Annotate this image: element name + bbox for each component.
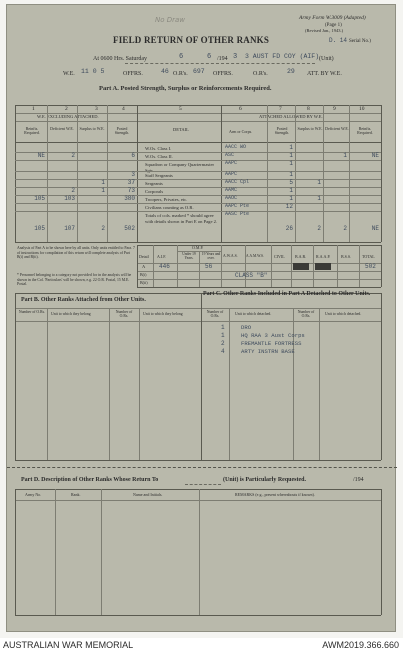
perforation-line: [7, 467, 397, 468]
row-cell-c10: NE: [371, 152, 379, 159]
archive-reference: AWM2019.366.660: [322, 640, 399, 650]
col-number: 3: [95, 106, 98, 112]
col-rule: [319, 308, 320, 460]
part-c-number: 1: [221, 332, 225, 339]
part-d-date: /194: [353, 477, 364, 483]
class-note: CLASS "B": [235, 272, 268, 279]
analysis-note: Analysis of Part A to be shown here by all units. Only units entitled to Para. 7 of instructions for compilation of this return will complete analysis of Part B(i) and B(ii).: [17, 246, 135, 260]
ors-value-a: 46: [161, 68, 169, 75]
row-detail: Sergeants: [145, 181, 163, 186]
part-d-header: Army No.: [25, 492, 42, 497]
row-arm-corps: AAPC: [225, 171, 238, 177]
row-arm-corps: ASC: [225, 152, 235, 158]
analysis-header: R.A.A.P.: [316, 254, 331, 259]
section-rule: [15, 615, 381, 616]
row-arm-corps: AASC Pte: [225, 211, 250, 217]
analysis-row-label: B(i): [140, 272, 147, 277]
row-detail: Troopers, Privates, etc.: [145, 197, 188, 202]
row-rule: [15, 179, 381, 180]
row-cell-c2: 2: [71, 152, 75, 159]
col-rule: [381, 293, 382, 460]
row-cell-c7: 1: [289, 152, 293, 159]
we-group-header: W.E. EXCLUDING ATTACHED.: [37, 114, 99, 119]
we-value: 11 0 5: [81, 68, 105, 75]
part-c-header: Unit to which detached.: [325, 312, 362, 316]
analysis-col-rule: [359, 245, 360, 287]
part-c-header: Number of O.Rs.: [297, 310, 315, 318]
col-rule: [381, 105, 382, 242]
row-cell-c9: 1: [343, 152, 347, 159]
col-header: Reinfts. Required.: [357, 126, 373, 135]
analysis-col-rule: [245, 245, 246, 287]
part-d-underline: [185, 484, 221, 485]
col-number: 10: [359, 106, 365, 112]
col-number: 6: [239, 106, 242, 112]
part-d-header: Rank.: [71, 492, 81, 497]
col-number: 2: [65, 106, 68, 112]
section-rule: [15, 500, 381, 501]
part-a-title: Part A. Posted Strength, Surplus or Reinforcements Required.: [99, 85, 272, 92]
row-cell-c7: 1: [289, 187, 293, 194]
row-arm-corps: AACC WO: [225, 144, 247, 150]
analysis-value: 502: [365, 263, 376, 270]
form-sheet: [6, 4, 396, 632]
row-cell-c1: 105: [34, 225, 45, 232]
part-b-header: Number of O.Rs.: [18, 310, 46, 314]
row-detail: Corporals: [145, 189, 164, 194]
col-rule: [221, 105, 222, 242]
analysis-col-rule: [271, 245, 272, 287]
col-header: DETAIL: [173, 127, 189, 132]
part-c-header: Number of O.Rs.: [206, 310, 224, 318]
col-rule: [107, 105, 108, 242]
row-cell-c7: 1: [289, 144, 293, 151]
row-cell-c8: 2: [317, 225, 321, 232]
section-rule: [15, 460, 381, 461]
table-rule: [15, 121, 381, 122]
row-cell-c7: 5: [289, 179, 293, 186]
analysis-col-rule: [337, 245, 338, 287]
row-arm-corps: AACC Cpl: [225, 179, 250, 185]
col-rule: [101, 489, 102, 615]
row-rule: [15, 160, 381, 161]
time-label: At 0600 Hrs. Saturday: [93, 56, 147, 62]
col-number: 9: [333, 106, 336, 112]
table-bottom-rule: [15, 242, 381, 243]
analysis-value: 446: [159, 263, 170, 270]
day-value: 6: [179, 53, 184, 61]
part-b-header: Number of O.Rs.: [115, 310, 133, 318]
col-rule: [267, 105, 268, 242]
analysis-footnote: * Personnel belonging to a category not provided for in the analysis will be shown in the Col. 'Particulars' will be shown, e.g. 22 O.R. Postal, 15 M.E. Postal.: [17, 273, 132, 287]
col-rule: [15, 489, 16, 615]
offrs-label: OFFRS.: [123, 71, 143, 77]
row-cell-c2: 107: [64, 225, 75, 232]
row-cell-c3: 1: [101, 179, 105, 186]
part-c-unit: HQ RAA 3 Aust Corps: [241, 332, 305, 339]
serial-value: D. 14: [329, 37, 348, 44]
col-header: Posted Strength.: [114, 126, 130, 135]
col-number: 8: [307, 106, 310, 112]
analysis-rule: [137, 279, 381, 280]
part-d-header: Name and Initials.: [133, 492, 163, 497]
part-b-title: Part B. Other Ranks Attached from Other Units.: [21, 297, 146, 303]
ors-label-b: O.R's.: [253, 71, 268, 77]
row-cell-c2: 2: [71, 187, 75, 194]
col-rule: [77, 105, 78, 242]
month-value: 6: [207, 53, 212, 61]
analysis-col-rule: [381, 245, 382, 287]
col-header: Reinfts. Required.: [24, 126, 40, 135]
analysis-rule: [137, 287, 381, 288]
row-rule: [15, 171, 381, 172]
col-rule: [55, 489, 56, 615]
analysis-col-rule: [221, 245, 222, 287]
archive-footer: [0, 638, 403, 653]
year-prefix: /194: [217, 56, 228, 62]
row-cell-c7: 26: [285, 225, 293, 232]
section-rule: [15, 321, 381, 322]
unit-label: (Unit): [319, 56, 334, 62]
analysis-header: A.I.F.: [157, 254, 167, 259]
analysis-row-label: A: [142, 264, 146, 269]
part-b-header: Unit to which they belong: [51, 312, 91, 316]
row-cell-c4: 502: [124, 225, 135, 232]
row-cell-c1: 105: [34, 195, 45, 202]
part-d-header: REMARKS (e.g., present whereabouts if known).: [235, 492, 315, 497]
offrs-value-2: 697: [193, 68, 205, 75]
redaction-block: [315, 263, 331, 270]
col-rule: [201, 293, 202, 460]
analysis-rule: [137, 263, 381, 264]
col-rule: [109, 308, 110, 460]
row-cell-c1: NE: [37, 152, 45, 159]
col-header: Deficient W.E.: [325, 126, 349, 131]
row-cell-c9: 2: [343, 225, 347, 232]
att-label: ATT. BY W.E.: [307, 71, 342, 77]
row-arm-corps: AAPC: [225, 160, 238, 166]
col-header: Deficient W.E.: [50, 126, 74, 131]
analysis-col-rule: [153, 245, 154, 287]
analysis-rule: [137, 245, 381, 246]
analysis-header: B.A.R.: [295, 254, 307, 259]
analysis-col-rule: [199, 251, 200, 287]
col-number: 7: [279, 106, 282, 112]
col-rule: [139, 308, 140, 460]
archive-name: AUSTRALIAN WAR MEMORIAL: [3, 640, 134, 650]
col-rule: [15, 105, 16, 242]
row-cell-c8: 1: [317, 195, 321, 202]
analysis-col-rule: [137, 245, 138, 287]
table-top-rule: [15, 105, 381, 106]
col-number: 4: [122, 106, 125, 112]
analysis-header: A.W.A.S.: [223, 254, 238, 258]
analysis-header: Under 19 Years.: [182, 252, 196, 260]
row-cell-c7: 12: [285, 203, 293, 210]
analysis-header: O.M.P.: [192, 245, 204, 250]
analysis-header: B.S.S.: [341, 254, 352, 259]
col-rule: [47, 105, 48, 242]
serial-label: Serial No.): [349, 39, 371, 44]
analysis-header: TOTAL: [362, 254, 375, 259]
part-c-unit: FREMANTLE FORTRESS: [241, 340, 302, 347]
row-detail: W.Os. Class II.: [145, 154, 173, 159]
pencil-annotation: No Draw: [155, 16, 186, 24]
row-rule: [15, 203, 381, 204]
row-cell-c7: 1: [289, 195, 293, 202]
row-detail: W.Os. Class I.: [145, 146, 172, 151]
col-header: Posted Strength.: [274, 126, 290, 135]
section-rule: [15, 308, 381, 309]
analysis-header: CIVIL: [274, 254, 285, 259]
row-detail: Civilians counting as O.R.: [145, 205, 194, 210]
col-rule: [15, 293, 16, 460]
row-detail: Totals of cols. marked * should agree with details shown in Part E on Page 2.: [145, 213, 218, 224]
col-rule: [199, 489, 200, 615]
unit-name: 3 AUST FD COY (AIF): [245, 53, 320, 60]
part-c-unit: DRO: [241, 324, 252, 331]
part-d-title: Part D. Description of Other Ranks Whose Return To: [21, 477, 159, 483]
analysis-header: A.A.M.W.S.: [246, 254, 264, 258]
row-arm-corps: AAPC Pte: [225, 203, 250, 209]
date-underline: [125, 63, 315, 64]
row-cell-c3: 1: [101, 187, 105, 194]
part-c-header: Unit to which detached.: [235, 312, 272, 316]
part-c-number: 4: [221, 348, 225, 355]
analysis-header: Detail: [139, 254, 149, 259]
analysis-col-rule: [291, 245, 292, 287]
col-rule: [295, 105, 296, 242]
row-cell-c10: NE: [371, 225, 379, 232]
row-arm-corps: AAOC: [225, 195, 238, 201]
part-d-title-suffix: (Unit) is Particularly Requested.: [223, 477, 306, 483]
col-rule: [293, 308, 294, 460]
row-detail: Squadron or Company Quartermaster Sgts.: [145, 162, 215, 173]
row-cell-c8: 1: [317, 179, 321, 186]
att-group-header: ATTACHED ALLOWED BY W.E.: [259, 114, 323, 119]
col-header: Arm or Corps.: [229, 129, 253, 134]
part-b-header: Unit to which they belong: [143, 312, 183, 316]
row-cell-c3: 2: [101, 225, 105, 232]
col-number: 5: [179, 106, 182, 112]
page-indicator: (Page 1): [325, 23, 342, 28]
col-rule: [323, 105, 324, 242]
col-header: Surplus to W.E.: [297, 126, 323, 131]
row-detail: Staff Sergeants: [145, 173, 173, 178]
part-c-number: 2: [221, 340, 225, 347]
redaction-block: [293, 263, 309, 270]
analysis-header: 19 Years and over.: [201, 252, 221, 260]
col-rule: [47, 308, 48, 460]
col-number: 1: [32, 106, 35, 112]
col-rule: [137, 105, 138, 242]
ors-label-a: O.R's.: [173, 71, 188, 77]
row-cell-c4: 6: [131, 152, 135, 159]
row-rule: [15, 211, 381, 212]
analysis-value: 56: [205, 263, 213, 270]
col-rule: [349, 105, 350, 242]
analysis-col-rule: [313, 245, 314, 287]
part-c-number: 1: [221, 324, 225, 331]
part-c-unit: ARTY INSTRN BASE: [241, 348, 295, 355]
row-arm-corps: AAMC: [225, 187, 238, 193]
offrs-label-2: OFFRS.: [213, 71, 233, 77]
ors-value-b: 29: [287, 68, 295, 75]
section-rule: [15, 489, 381, 490]
form-title: FIELD RETURN OF OTHER RANKS: [113, 35, 270, 45]
row-cell-c4: 37: [127, 179, 135, 186]
analysis-row-label: B(ii): [140, 280, 148, 285]
col-rule: [229, 308, 230, 460]
col-rule: [381, 489, 382, 615]
row-cell-c4: 3: [131, 171, 135, 178]
row-cell-c4: 73: [127, 187, 135, 194]
col-header: Surplus to W.E.: [79, 126, 105, 131]
row-cell-c7: 1: [289, 171, 293, 178]
row-cell-c4: 380: [124, 195, 135, 202]
table-header-rule: [15, 142, 381, 143]
year-digit: 3: [233, 53, 238, 61]
army-form-number: Army Form W.3009 (Adapted): [299, 15, 366, 21]
part-c-title: Part C. Other Ranks Included in Part A Detached to Other Units.: [203, 291, 371, 297]
row-cell-c2: 103: [64, 195, 75, 202]
revision-note: (Revised Jan., 1943.): [305, 28, 344, 33]
row-cell-c7: 1: [289, 160, 293, 167]
we-label: W.E.: [63, 71, 75, 77]
